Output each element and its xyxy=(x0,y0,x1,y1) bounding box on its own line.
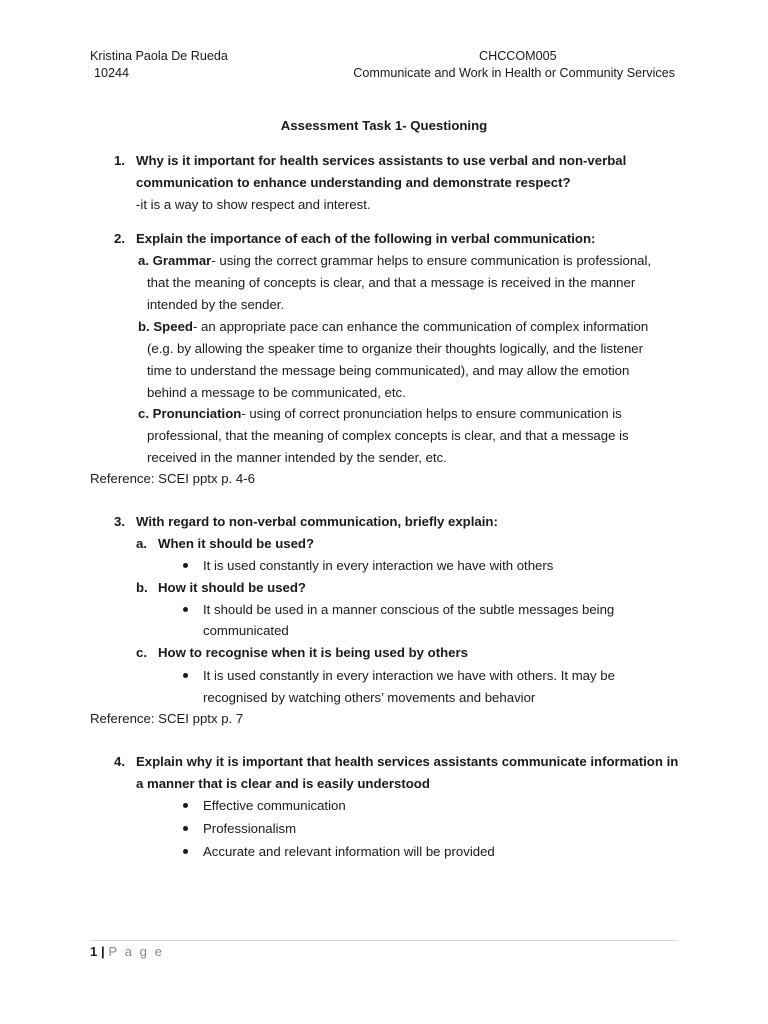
q4-bullet-2: Professionalism xyxy=(203,821,297,836)
q2c-text-line1: - using of correct pronunciation helps to ensure communication is xyxy=(241,406,622,421)
q2b-text-line2: (e.g. by allowing the speaker time to organize their thoughts logically, and the listener xyxy=(147,341,644,356)
q3-number: 3. xyxy=(114,514,125,529)
q4-bullet-3: Accurate and relevant information will be provided xyxy=(203,844,495,859)
q3a-bullet: It is used constantly in every interaction we have with others xyxy=(203,558,554,573)
header-student-id: 10244 xyxy=(94,66,130,80)
page-title: Assessment Task 1- Questioning xyxy=(280,118,488,133)
q2a-text-line1: - using the correct grammar helps to ensure communication is professional, xyxy=(211,253,652,268)
q3-reference: Reference: SCEI pptx p. 7 xyxy=(90,711,244,726)
bullet-icon xyxy=(183,673,188,678)
q3a-letter: a. xyxy=(136,536,147,551)
footer-divider xyxy=(90,940,678,941)
footer-page-word: P a g e xyxy=(108,944,164,959)
q2c-text-line2: professional, that the meaning of complex concepts is clear, and that a message is xyxy=(147,428,629,443)
q2c-label: c. Pronunciation xyxy=(138,406,242,421)
bullet-icon xyxy=(183,563,188,568)
q2b-item xyxy=(138,316,648,338)
q3c-question: How to recognise when it is being used by others xyxy=(158,645,468,660)
q1-number: 1. xyxy=(114,153,125,168)
bullet-icon xyxy=(183,849,188,854)
footer-separator: | xyxy=(101,944,105,959)
q3b-question: How it should be used? xyxy=(158,580,306,595)
q2b-text-line1: - an appropriate pace can enhance the communication of complex information xyxy=(192,319,649,334)
q4-bullet-1: Effective communication xyxy=(203,798,346,813)
q2b-text-line3: time to understand the message being communicated), and may allow the emotion xyxy=(147,363,630,378)
q2a-text-line2: that the meaning of concepts is clear, and that a message is received in the manner xyxy=(147,275,636,290)
q3c-bullet-line1: It is used constantly in every interaction we have with others. It may be xyxy=(203,668,615,683)
q1-answer: -it is a way to show respect and interest. xyxy=(136,197,371,212)
q3b-letter: b. xyxy=(136,580,148,595)
q2a-text-line3: intended by the sender. xyxy=(147,297,285,312)
footer-page-number: 1 xyxy=(90,944,98,959)
q3a-question: When it should be used? xyxy=(158,536,315,551)
q1-question-line1: Why is it important for health services assistants to use verbal and non-verbal xyxy=(136,153,627,168)
q2-reference: Reference: SCEI pptx p. 4-6 xyxy=(90,471,255,486)
q3c-bullet-line2: recognised by watching others’ movements and behavior xyxy=(203,690,536,705)
q2b-label: b. Speed xyxy=(138,319,193,334)
q1-question-line2: communication to enhance understanding and demonstrate respect? xyxy=(136,175,571,190)
bullet-icon xyxy=(183,826,188,831)
header-author: Kristina Paola De Rueda xyxy=(90,49,228,63)
bullet-icon xyxy=(183,607,188,612)
q2a-label: a. Grammar xyxy=(138,253,212,268)
q4-question-line1: Explain why it is important that health services assistants communicate information in xyxy=(136,754,679,769)
header-unit-code: CHCCOM005 xyxy=(479,49,557,63)
q4-number: 4. xyxy=(114,754,125,769)
q3-question: With regard to non-verbal communication, briefly explain: xyxy=(136,514,498,529)
q4-question-line2: a manner that is clear and is easily understood xyxy=(136,776,430,791)
header-unit-title: Communicate and Work in Health or Community Services xyxy=(353,66,675,80)
q2-question: Explain the importance of each of the following in verbal communication: xyxy=(136,231,596,246)
q3b-bullet-line2: communicated xyxy=(203,623,289,638)
bullet-icon xyxy=(183,803,188,808)
q3b-bullet-line1: It should be used in a manner conscious of the subtle messages being xyxy=(203,602,615,617)
q3c-letter: c. xyxy=(136,645,147,660)
footer-page-indicator xyxy=(90,941,164,963)
q2c-item xyxy=(138,403,622,425)
q2b-text-line4: behind a message to be communicated, etc. xyxy=(147,385,406,400)
q2-number: 2. xyxy=(114,231,125,246)
q2c-text-line3: received in the manner intended by the sender, etc. xyxy=(147,450,447,465)
q2a-item xyxy=(138,250,651,272)
